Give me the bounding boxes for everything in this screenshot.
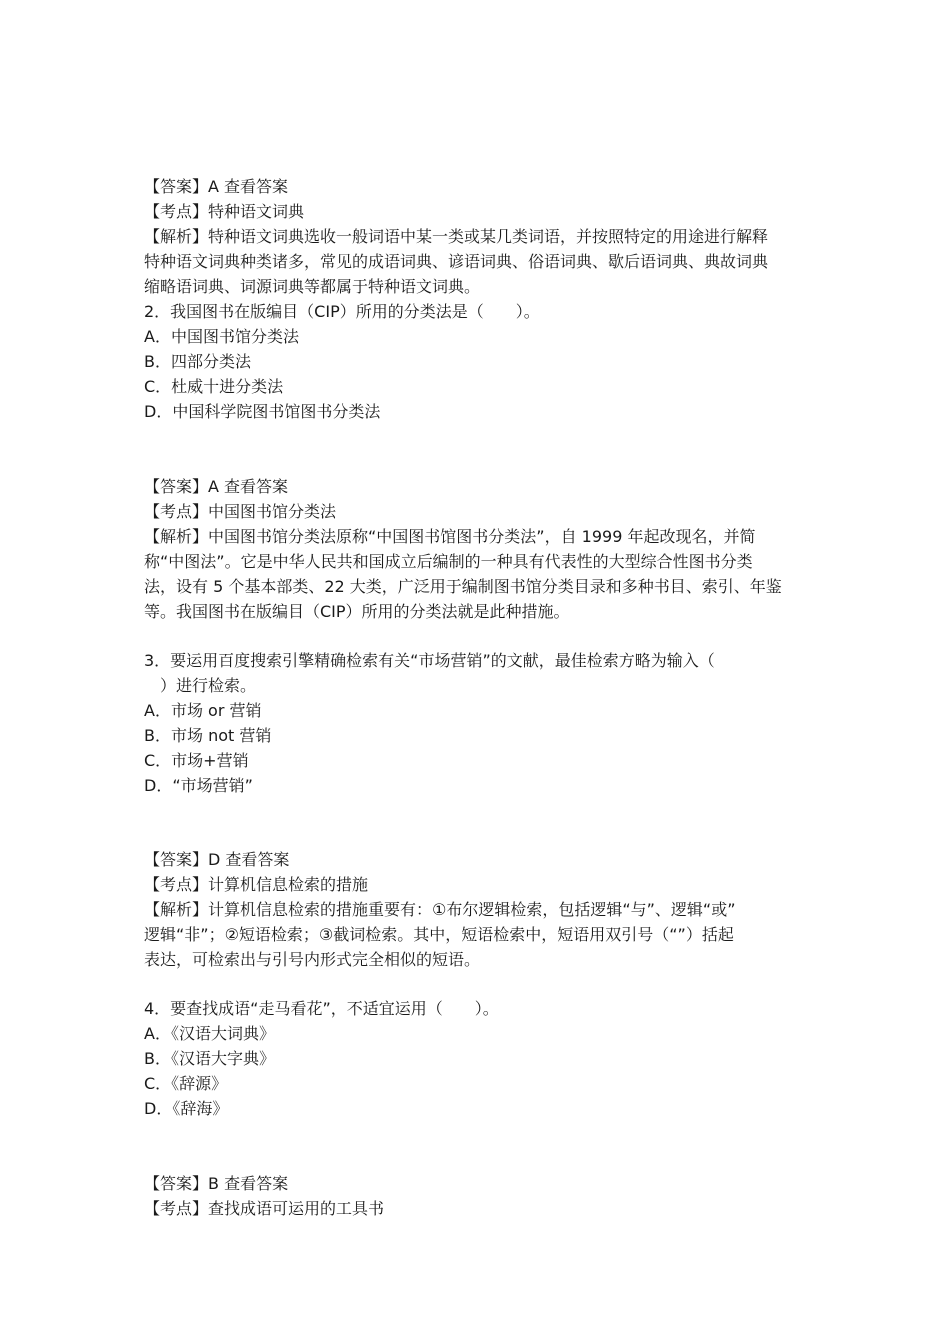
question-option: A．市场 or 营销 bbox=[144, 701, 262, 720]
question-option: D．“市场营销” bbox=[144, 776, 253, 795]
question-stem: ）进行检索。 bbox=[160, 676, 257, 695]
question-stem: 3．要运用百度搜索引擎精确检索有关“市场营销”的文献，最佳检索方略为输入（ bbox=[144, 651, 715, 670]
answer-line: 【答案】A 查看答案 bbox=[144, 477, 289, 496]
answer-line: 【答案】B 查看答案 bbox=[144, 1174, 289, 1193]
question-option: A．《汉语大词典》 bbox=[144, 1024, 275, 1043]
question-option: C．《辞源》 bbox=[144, 1074, 228, 1093]
analysis-line: 特种语文词典种类诸多，常见的成语词典、谚语词典、俗语词典、歇后语词典、典故词典 bbox=[144, 252, 769, 271]
question-option: C．市场+营销 bbox=[144, 751, 249, 770]
question-stem: 4．要查找成语“走马看花”，不适宜运用（ ）。 bbox=[144, 999, 499, 1018]
analysis-line: 缩略语词典、词源词典等都属于特种语文词典。 bbox=[144, 277, 481, 296]
question-stem: 2．我国图书在版编目（CIP）所用的分类法是（ ）。 bbox=[144, 302, 540, 321]
question-option: C．杜威十进分类法 bbox=[144, 377, 284, 396]
question-option: B．四部分类法 bbox=[144, 352, 251, 371]
question-option: B．《汉语大字典》 bbox=[144, 1049, 275, 1068]
point-line: 【考点】特种语文词典 bbox=[144, 202, 305, 221]
analysis-line: 【解析】特种语文词典选收一般词语中某一类或某几类词语，并按照特定的用途进行解释 bbox=[144, 227, 769, 246]
analysis-line: 【解析】中国图书馆分类法原称“中国图书馆图书分类法”，自 1999 年起改现名，并简 bbox=[144, 527, 756, 546]
answer-line: 【答案】D 查看答案 bbox=[144, 850, 290, 869]
question-option: D．中国科学院图书馆图书分类法 bbox=[144, 402, 381, 421]
analysis-line: 法，设有 5 个基本部类、22 大类，广泛用于编制图书馆分类目录和多种书目、索引、年鉴 bbox=[144, 577, 782, 596]
analysis-line: 表达，可检索出与引号内形式完全相似的短语。 bbox=[144, 950, 481, 969]
point-line: 【考点】查找成语可运用的工具书 bbox=[144, 1199, 385, 1218]
analysis-line: 【解析】计算机信息检索的措施重要有：①布尔逻辑检索，包括逻辑“与”、逻辑“或” bbox=[144, 900, 736, 919]
analysis-line: 逻辑“非”；②短语检索；③截词检索。其中，短语检索中，短语用双引号（“”）括起 bbox=[144, 925, 734, 944]
answer-line: 【答案】A 查看答案 bbox=[144, 177, 289, 196]
question-option: D．《辞海》 bbox=[144, 1099, 229, 1118]
analysis-line: 等。我国图书在版编目（CIP）所用的分类法就是此种措施。 bbox=[144, 602, 570, 621]
question-option: A．中国图书馆分类法 bbox=[144, 327, 299, 346]
analysis-line: 称“中图法”。它是中华人民共和国成立后编制的一种具有代表性的大型综合性图书分类 bbox=[144, 552, 753, 571]
point-line: 【考点】中国图书馆分类法 bbox=[144, 502, 337, 521]
point-line: 【考点】计算机信息检索的措施 bbox=[144, 875, 369, 894]
question-option: B．市场 not 营销 bbox=[144, 726, 272, 745]
